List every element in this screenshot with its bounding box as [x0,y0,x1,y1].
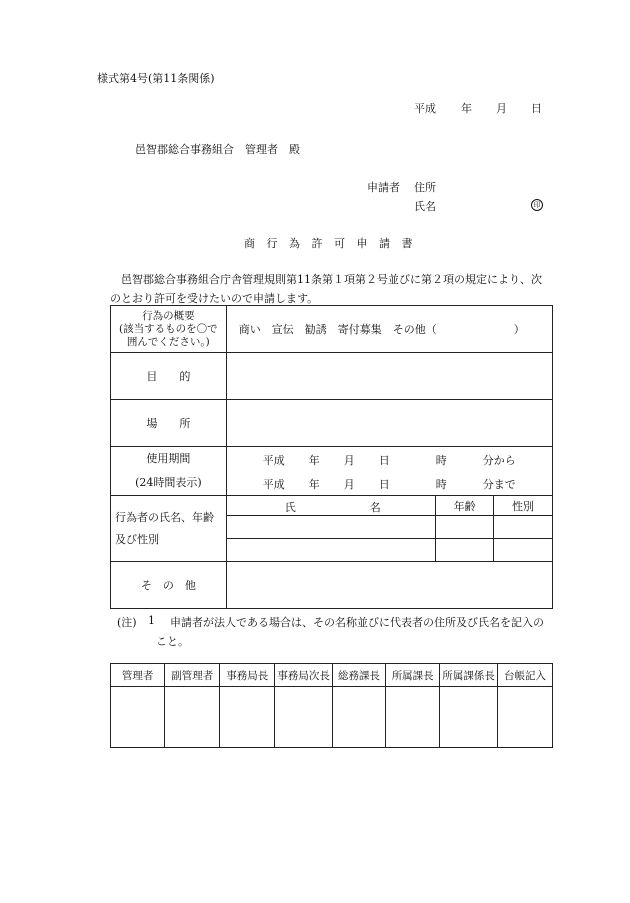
approval-header-6: 所属課係長 [440,664,498,687]
overview-options: 商い 宣伝 勧誘 寄付募集 その他（ ） [238,323,525,336]
actor-label-cell [111,496,227,562]
other-label: そ の 他 [111,562,227,609]
intro-line-2: のとおり許可を受けたいので申請します。 [110,292,319,305]
period-from-era: 平成 [262,453,285,467]
period-to-line [227,472,552,495]
seal-mark: 印 [531,199,543,211]
actor-1-gender-field[interactable] [494,516,553,539]
overview-options-cell[interactable] [226,306,552,353]
overview-label-1: 行為の概要 [142,309,195,322]
note-line-1: 申請者が法人である場合は、その名称並びに代表者の住所及び氏名を記入の [170,616,544,629]
period-field[interactable] [226,447,552,496]
note-line-2: こと。 [156,635,189,648]
period-to-minute: 分まで [482,477,516,491]
purpose-field[interactable] [226,353,552,400]
other-field[interactable] [226,562,552,609]
other-row [111,562,553,609]
actor-2-age-field[interactable] [436,539,494,562]
form-number: 様式第4号(第11条関係) [97,72,215,85]
approval-header-4: 総務課長 [332,664,385,687]
actor-2-gender-field[interactable] [494,539,553,562]
intro-line-1: 邑智郡総合事務組合庁舎管理規則第11条第１項第２号並びに第２項の規定により、次 [121,273,542,286]
period-note: (24時間表示) [135,476,202,489]
approval-stamp-cell-2[interactable] [220,687,275,748]
period-to-month: 月 [343,477,355,491]
period-from-day: 日 [378,453,390,467]
date-month: 月 [496,102,507,115]
approval-header-5: 所属課長 [386,664,440,687]
period-from-month: 月 [343,453,355,467]
actor-gender-header: 性別 [494,496,553,516]
applicant-label: 申請者 [367,181,400,194]
period-label: 使用期間 [146,452,191,465]
approval-header-7: 台帳記入 [497,664,552,687]
overview-label-2: (該当するものを〇で [119,322,218,335]
approval-stamp-cell-0[interactable] [111,687,165,748]
overview-row [111,306,553,353]
actor-2-name-field[interactable] [226,539,435,562]
address-label: 住所 [414,181,436,194]
period-label-cell [111,447,227,496]
note-number: 1 [148,614,155,627]
period-to-hour: 時 [435,477,447,491]
period-from-line [227,448,552,472]
approval-stamp-cell-6[interactable] [440,687,498,748]
period-from-year: 年 [308,453,320,467]
approval-stamp-cell-4[interactable] [332,687,385,748]
actor-age-header: 年齢 [436,496,494,516]
actor-name-header [226,496,435,516]
name-label: 氏名 [414,200,436,213]
approval-stamp-row [111,687,553,748]
purpose-row [111,353,553,400]
purpose-label: 目 的 [111,353,227,400]
approval-header-3: 事務局次長 [275,664,333,687]
overview-label-cell [111,306,227,353]
period-from-minute: 分から [482,453,516,467]
period-to-year: 年 [308,477,320,491]
period-to-day: 日 [378,477,390,491]
note-prefix: (注) [117,616,137,629]
approval-stamp-cell-3[interactable] [275,687,333,748]
document-title: 商 行 為 許 可 申 請 書 [244,237,417,250]
period-row [111,447,553,496]
actor-label-2: 及び性別 [115,532,159,546]
actor-header-name-1: 氏 [284,501,296,514]
actor-1-age-field[interactable] [436,516,494,539]
approval-header-2: 事務局長 [220,664,275,687]
approval-stamp-cell-7[interactable] [497,687,552,748]
date-year: 年 [461,102,472,115]
approval-header-0: 管理者 [111,664,165,687]
place-label: 場 所 [111,400,227,447]
application-table [110,305,553,609]
approval-header-row [111,664,553,687]
approval-stamp-cell-1[interactable] [165,687,220,748]
actor-1-name-field[interactable] [226,516,435,539]
date-era: 平成 [414,102,436,115]
date-day: 日 [531,102,542,115]
approval-table [110,663,553,748]
actor-label-1: 行為者の氏名、年齢 [115,510,214,524]
place-field[interactable] [226,400,552,447]
place-row [111,400,553,447]
addressee: 邑智郡総合事務組合 管理者 殿 [135,143,300,156]
approval-stamp-cell-5[interactable] [386,687,440,748]
approval-header-1: 副管理者 [165,664,220,687]
overview-label-3: 囲んでください。) [126,335,210,348]
period-from-hour: 時 [435,453,447,467]
period-to-era: 平成 [262,477,285,491]
actor-header-name-2: 名 [369,501,381,514]
actor-header-row [111,496,553,516]
